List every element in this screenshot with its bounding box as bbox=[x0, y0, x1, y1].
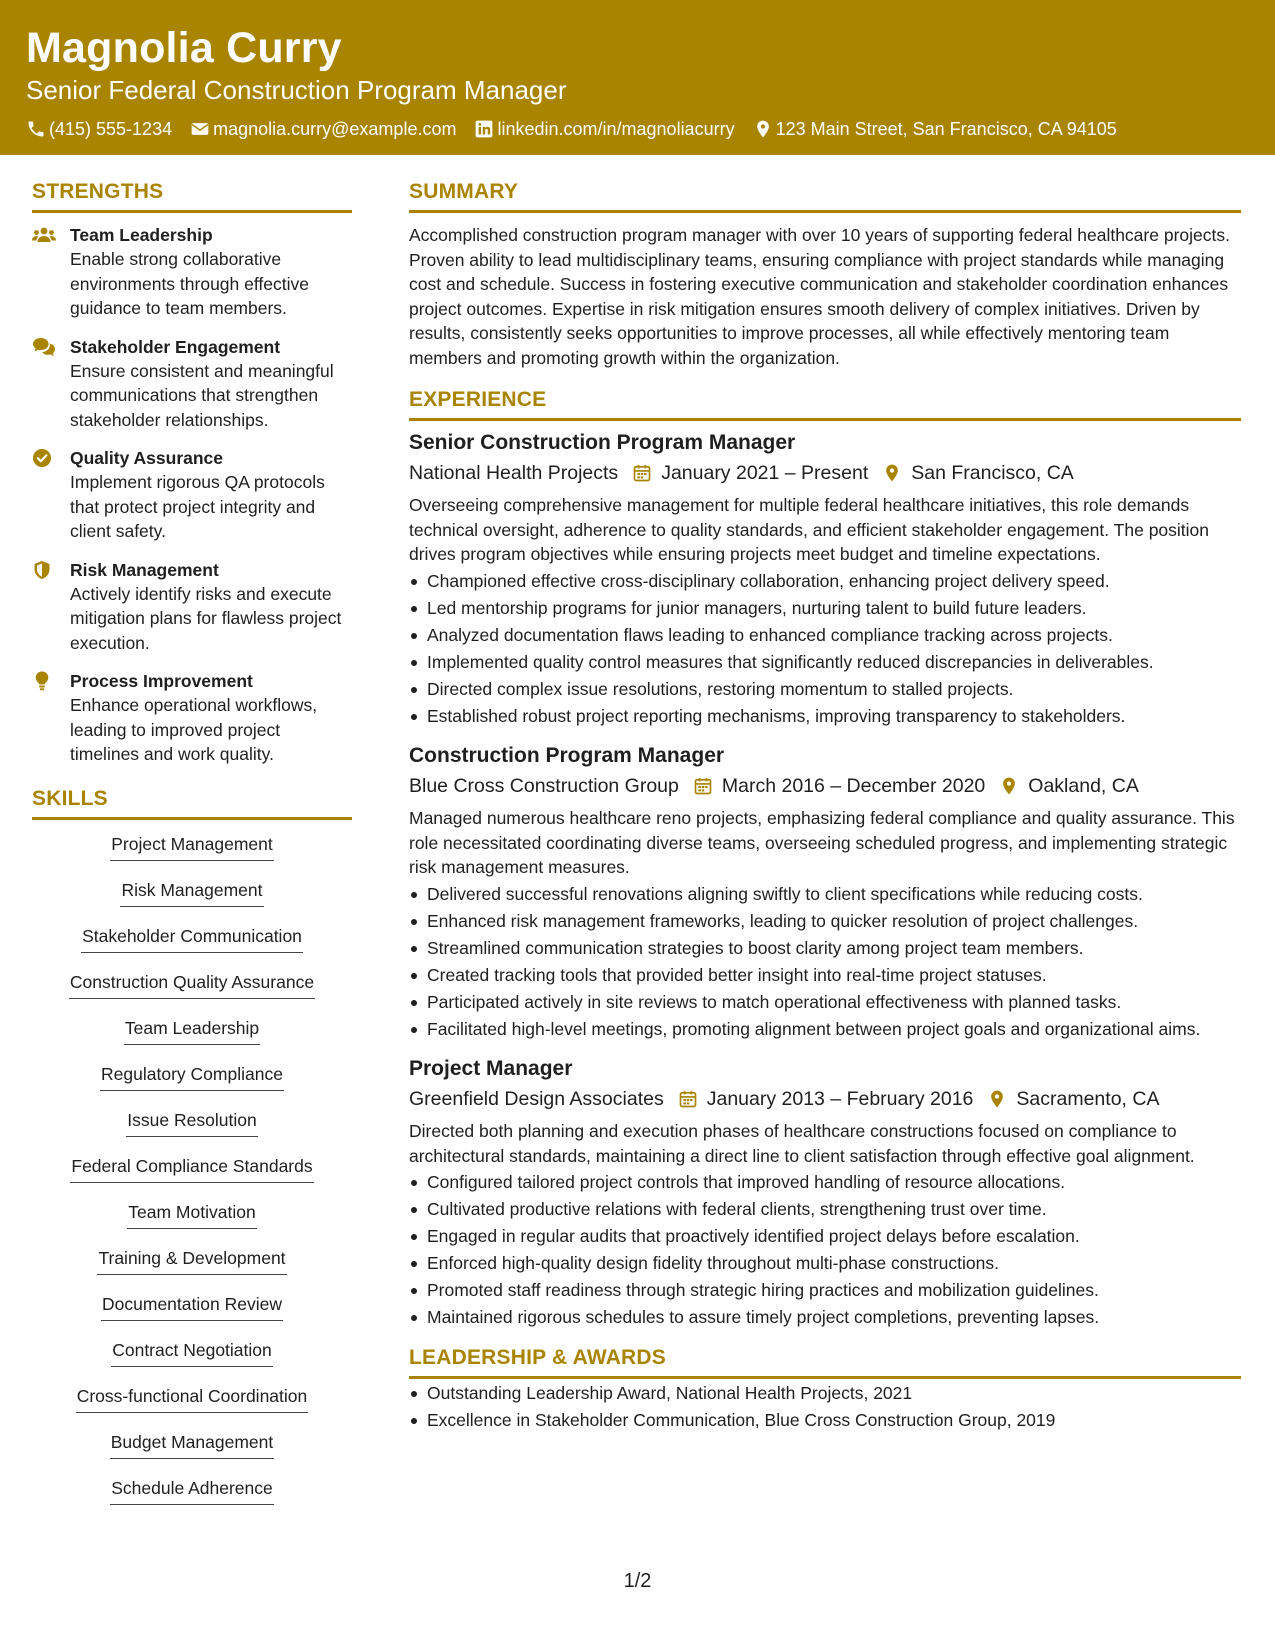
list-item: Outstanding Leadership Award, National Health Projects, 2021 bbox=[409, 1381, 1241, 1406]
company-text: Blue Cross Construction Group bbox=[409, 775, 679, 797]
contact-linkedin[interactable] bbox=[474, 118, 734, 140]
list-item: Enforced high-quality design fidelity throughout multi-phase constructions. bbox=[409, 1251, 1241, 1276]
job-title: Project Manager bbox=[409, 1057, 573, 1080]
list-item: Engaged in regular audits that proactively identified project delays before escalation. bbox=[409, 1224, 1241, 1249]
job-location bbox=[999, 772, 1139, 800]
experience-section bbox=[409, 386, 1241, 1330]
job-bullets bbox=[409, 569, 1241, 729]
location-text: Sacramento, CA bbox=[1016, 1088, 1160, 1110]
job-location bbox=[882, 459, 1074, 487]
map-pin-icon bbox=[999, 776, 1019, 796]
job-location bbox=[987, 1085, 1159, 1113]
job-title: Construction Program Manager bbox=[409, 744, 725, 767]
skill-tag: Documentation Review bbox=[101, 1288, 283, 1321]
linkedin-text: linkedin.com/in/magnoliacurry bbox=[497, 119, 735, 139]
skills-section bbox=[32, 785, 352, 1518]
job-dates bbox=[678, 1085, 974, 1113]
list-item: Participated actively in site reviews to match operational effectiveness with planned tasks. bbox=[409, 990, 1241, 1015]
calendar-icon bbox=[632, 463, 652, 483]
job-description: Managed numerous healthcare reno projects, emphasizing federal compliance and quality assurance. This role necessitated coordinating diverse teams, overseeing scheduled progress, and implementing strategic risk management measures. bbox=[409, 808, 1235, 877]
list-item: Excellence in Stakeholder Communication, Blue Cross Construction Group, 2019 bbox=[409, 1408, 1241, 1433]
map-pin-icon bbox=[987, 1089, 1007, 1109]
job-company bbox=[409, 1085, 664, 1113]
strength-item bbox=[32, 335, 352, 433]
skill-tag: Construction Quality Assurance bbox=[69, 966, 315, 999]
contact-phone[interactable] bbox=[26, 118, 172, 140]
contact-bar bbox=[26, 118, 1249, 140]
job-meta bbox=[409, 1085, 1241, 1113]
strength-title: Risk Management bbox=[70, 559, 219, 580]
list-item: Established robust project reporting mechanisms, improving transparency to stakeholders. bbox=[409, 704, 1241, 729]
list-item: Led mentorship programs for junior managers, nurturing talent to build future leaders. bbox=[409, 596, 1241, 621]
skill-tag: Regulatory Compliance bbox=[100, 1058, 284, 1091]
job-dates bbox=[632, 459, 868, 487]
skill-tag: Cross-functional Coordination bbox=[76, 1380, 309, 1413]
linkedin-icon bbox=[474, 119, 494, 139]
list-item: Analyzed documentation flaws leading to enhanced compliance tracking across projects. bbox=[409, 623, 1241, 648]
strength-title: Team Leadership bbox=[70, 225, 213, 245]
list-item: Championed effective cross-disciplinary collaboration, enhancing project delivery speed. bbox=[409, 569, 1241, 594]
skill-tag: Training & Development bbox=[97, 1242, 286, 1275]
dates-text: January 2021 – Present bbox=[661, 462, 869, 484]
strength-desc: Implement rigorous QA protocols that protect project integrity and client safety. bbox=[70, 472, 325, 541]
summary-heading: SUMMARY bbox=[409, 178, 1241, 213]
check-circle-icon bbox=[32, 448, 56, 468]
skill-tag: Risk Management bbox=[120, 874, 263, 907]
job-description: Directed both planning and execution phases of healthcare constructions focused on compliance to architectural standards, maintaining a direct line to client satisfaction through effective goal alignment. bbox=[409, 1121, 1195, 1166]
list-item: Delivered successful renovations aligning swiftly to client specifications while reducing costs. bbox=[409, 882, 1241, 907]
location-text: Oakland, CA bbox=[1028, 775, 1139, 797]
strength-item bbox=[32, 446, 352, 544]
skills-list bbox=[32, 828, 352, 1518]
job-company bbox=[409, 772, 679, 800]
company-text: National Health Projects bbox=[409, 462, 619, 484]
skill-tag: Team Leadership bbox=[124, 1012, 260, 1045]
strength-desc: Ensure consistent and meaningful communications that strengthen stakeholder relationships. bbox=[70, 360, 334, 430]
company-text: Greenfield Design Associates bbox=[409, 1088, 664, 1110]
list-item: Configured tailored project controls that improved handling of resource allocations. bbox=[409, 1170, 1241, 1195]
strengths-list bbox=[32, 223, 352, 767]
strength-item bbox=[32, 558, 352, 656]
page-number: 1/2 bbox=[623, 1570, 652, 1592]
list-item: Streamlined communication strategies to boost clarity among project team members. bbox=[409, 936, 1241, 961]
envelope-icon bbox=[190, 119, 210, 139]
skill-tag: Budget Management bbox=[110, 1426, 274, 1459]
contact-address bbox=[753, 118, 1117, 140]
job-meta bbox=[409, 459, 1241, 487]
calendar-icon bbox=[678, 1089, 698, 1109]
job-title: Senior Construction Program Manager bbox=[409, 431, 796, 454]
strength-item bbox=[32, 669, 352, 767]
job-entry bbox=[409, 742, 1241, 1041]
job-entry bbox=[409, 429, 1241, 728]
candidate-name: Magnolia Curry bbox=[26, 24, 342, 72]
strength-item bbox=[32, 223, 352, 321]
list-item: Enhanced risk management frameworks, leading to quicker resolution of project challenges. bbox=[409, 909, 1241, 934]
strength-title: Process Improvement bbox=[70, 671, 253, 691]
awards-section bbox=[409, 1344, 1241, 1433]
skill-tag: Team Motivation bbox=[127, 1196, 256, 1229]
calendar-icon bbox=[693, 776, 713, 796]
job-dates bbox=[693, 772, 985, 800]
job-company bbox=[409, 459, 618, 487]
users-icon bbox=[32, 225, 56, 245]
list-item: Cultivated productive relations with federal clients, strengthening trust over time. bbox=[409, 1197, 1241, 1222]
job-bullets bbox=[409, 882, 1241, 1042]
job-meta bbox=[409, 772, 1241, 800]
awards-list bbox=[409, 1381, 1241, 1433]
resume-header bbox=[0, 0, 1275, 155]
skill-tag: Schedule Adherence bbox=[110, 1472, 274, 1505]
strength-title: Stakeholder Engagement bbox=[70, 336, 281, 357]
awards-heading: LEADERSHIP & AWARDS bbox=[409, 1344, 1241, 1379]
skill-tag: Federal Compliance Standards bbox=[70, 1150, 313, 1183]
left-column bbox=[32, 178, 352, 1518]
job-entry bbox=[409, 1055, 1241, 1330]
phone-icon bbox=[26, 119, 46, 139]
strength-title: Quality Assurance bbox=[70, 448, 224, 468]
list-item: Facilitated high-level meetings, promoting alignment between project goals and organizational aims. bbox=[409, 1017, 1241, 1042]
skill-tag: Issue Resolution bbox=[126, 1104, 257, 1137]
job-description: Overseeing comprehensive management for multiple federal healthcare initiatives, this role demands technical oversight, adherence to quality standards, and efficient stakeholder engagement. The position drives program objectives while ensuring projects meet budget and timeline expectations. bbox=[409, 495, 1210, 564]
summary-text: Accomplished construction program manager with over 10 years of supporting federal healthcare projects. Proven ability to lead multidisciplinary teams, ensuring compliance with project standards while managing cost and schedule. Success in fostering executive communication and stakeholder coordination enhances project outcomes. Expertise in risk mitigation ensures smooth delivery of complex initiatives. Driven by results, consistently seeks opportunities to improve processes, all while effectively mentoring team members and promoting growth within the organization. bbox=[409, 225, 1230, 368]
skills-heading: SKILLS bbox=[32, 785, 352, 820]
list-item: Maintained rigorous schedules to assure timely project completions, preventing lapses. bbox=[409, 1305, 1241, 1330]
address-text: 123 Main Street, San Francisco, CA 94105 bbox=[775, 119, 1117, 139]
list-item: Implemented quality control measures that significantly reduced discrepancies in deliverables. bbox=[409, 650, 1241, 675]
strength-desc: Actively identify risks and execute mitigation plans for flawless project execution. bbox=[70, 583, 342, 653]
strength-desc: Enhance operational workflows, leading to improved project timelines and work quality. bbox=[70, 695, 318, 764]
experience-heading: EXPERIENCE bbox=[409, 386, 1241, 421]
email-text: magnolia.curry@example.com bbox=[213, 119, 457, 139]
skill-tag: Stakeholder Communication bbox=[81, 920, 303, 953]
list-item: Promoted staff readiness through strategic hiring practices and mobilization guidelines. bbox=[409, 1278, 1241, 1303]
list-item: Created tracking tools that provided better insight into real-time project statuses. bbox=[409, 963, 1241, 988]
skill-tag: Contract Negotiation bbox=[111, 1334, 273, 1367]
list-item: Directed complex issue resolutions, restoring momentum to stalled projects. bbox=[409, 677, 1241, 702]
phone-text: (415) 555-1234 bbox=[49, 119, 173, 139]
location-text: San Francisco, CA bbox=[911, 462, 1074, 484]
map-pin-icon bbox=[753, 119, 773, 139]
strengths-heading: STRENGTHS bbox=[32, 178, 352, 213]
job-bullets bbox=[409, 1170, 1241, 1330]
shield-icon bbox=[32, 560, 56, 580]
skill-tag: Project Management bbox=[110, 828, 273, 861]
lightbulb-icon bbox=[32, 671, 56, 691]
comments-icon bbox=[32, 337, 56, 357]
dates-text: January 2013 – February 2016 bbox=[706, 1088, 974, 1110]
contact-email[interactable] bbox=[190, 118, 456, 140]
strength-desc: Enable strong collaborative environments through effective guidance to team members. bbox=[70, 249, 309, 318]
map-pin-icon bbox=[882, 463, 902, 483]
candidate-title: Senior Federal Construction Program Manager bbox=[26, 75, 567, 105]
right-column bbox=[409, 178, 1241, 1435]
dates-text: March 2016 – December 2020 bbox=[721, 775, 986, 797]
